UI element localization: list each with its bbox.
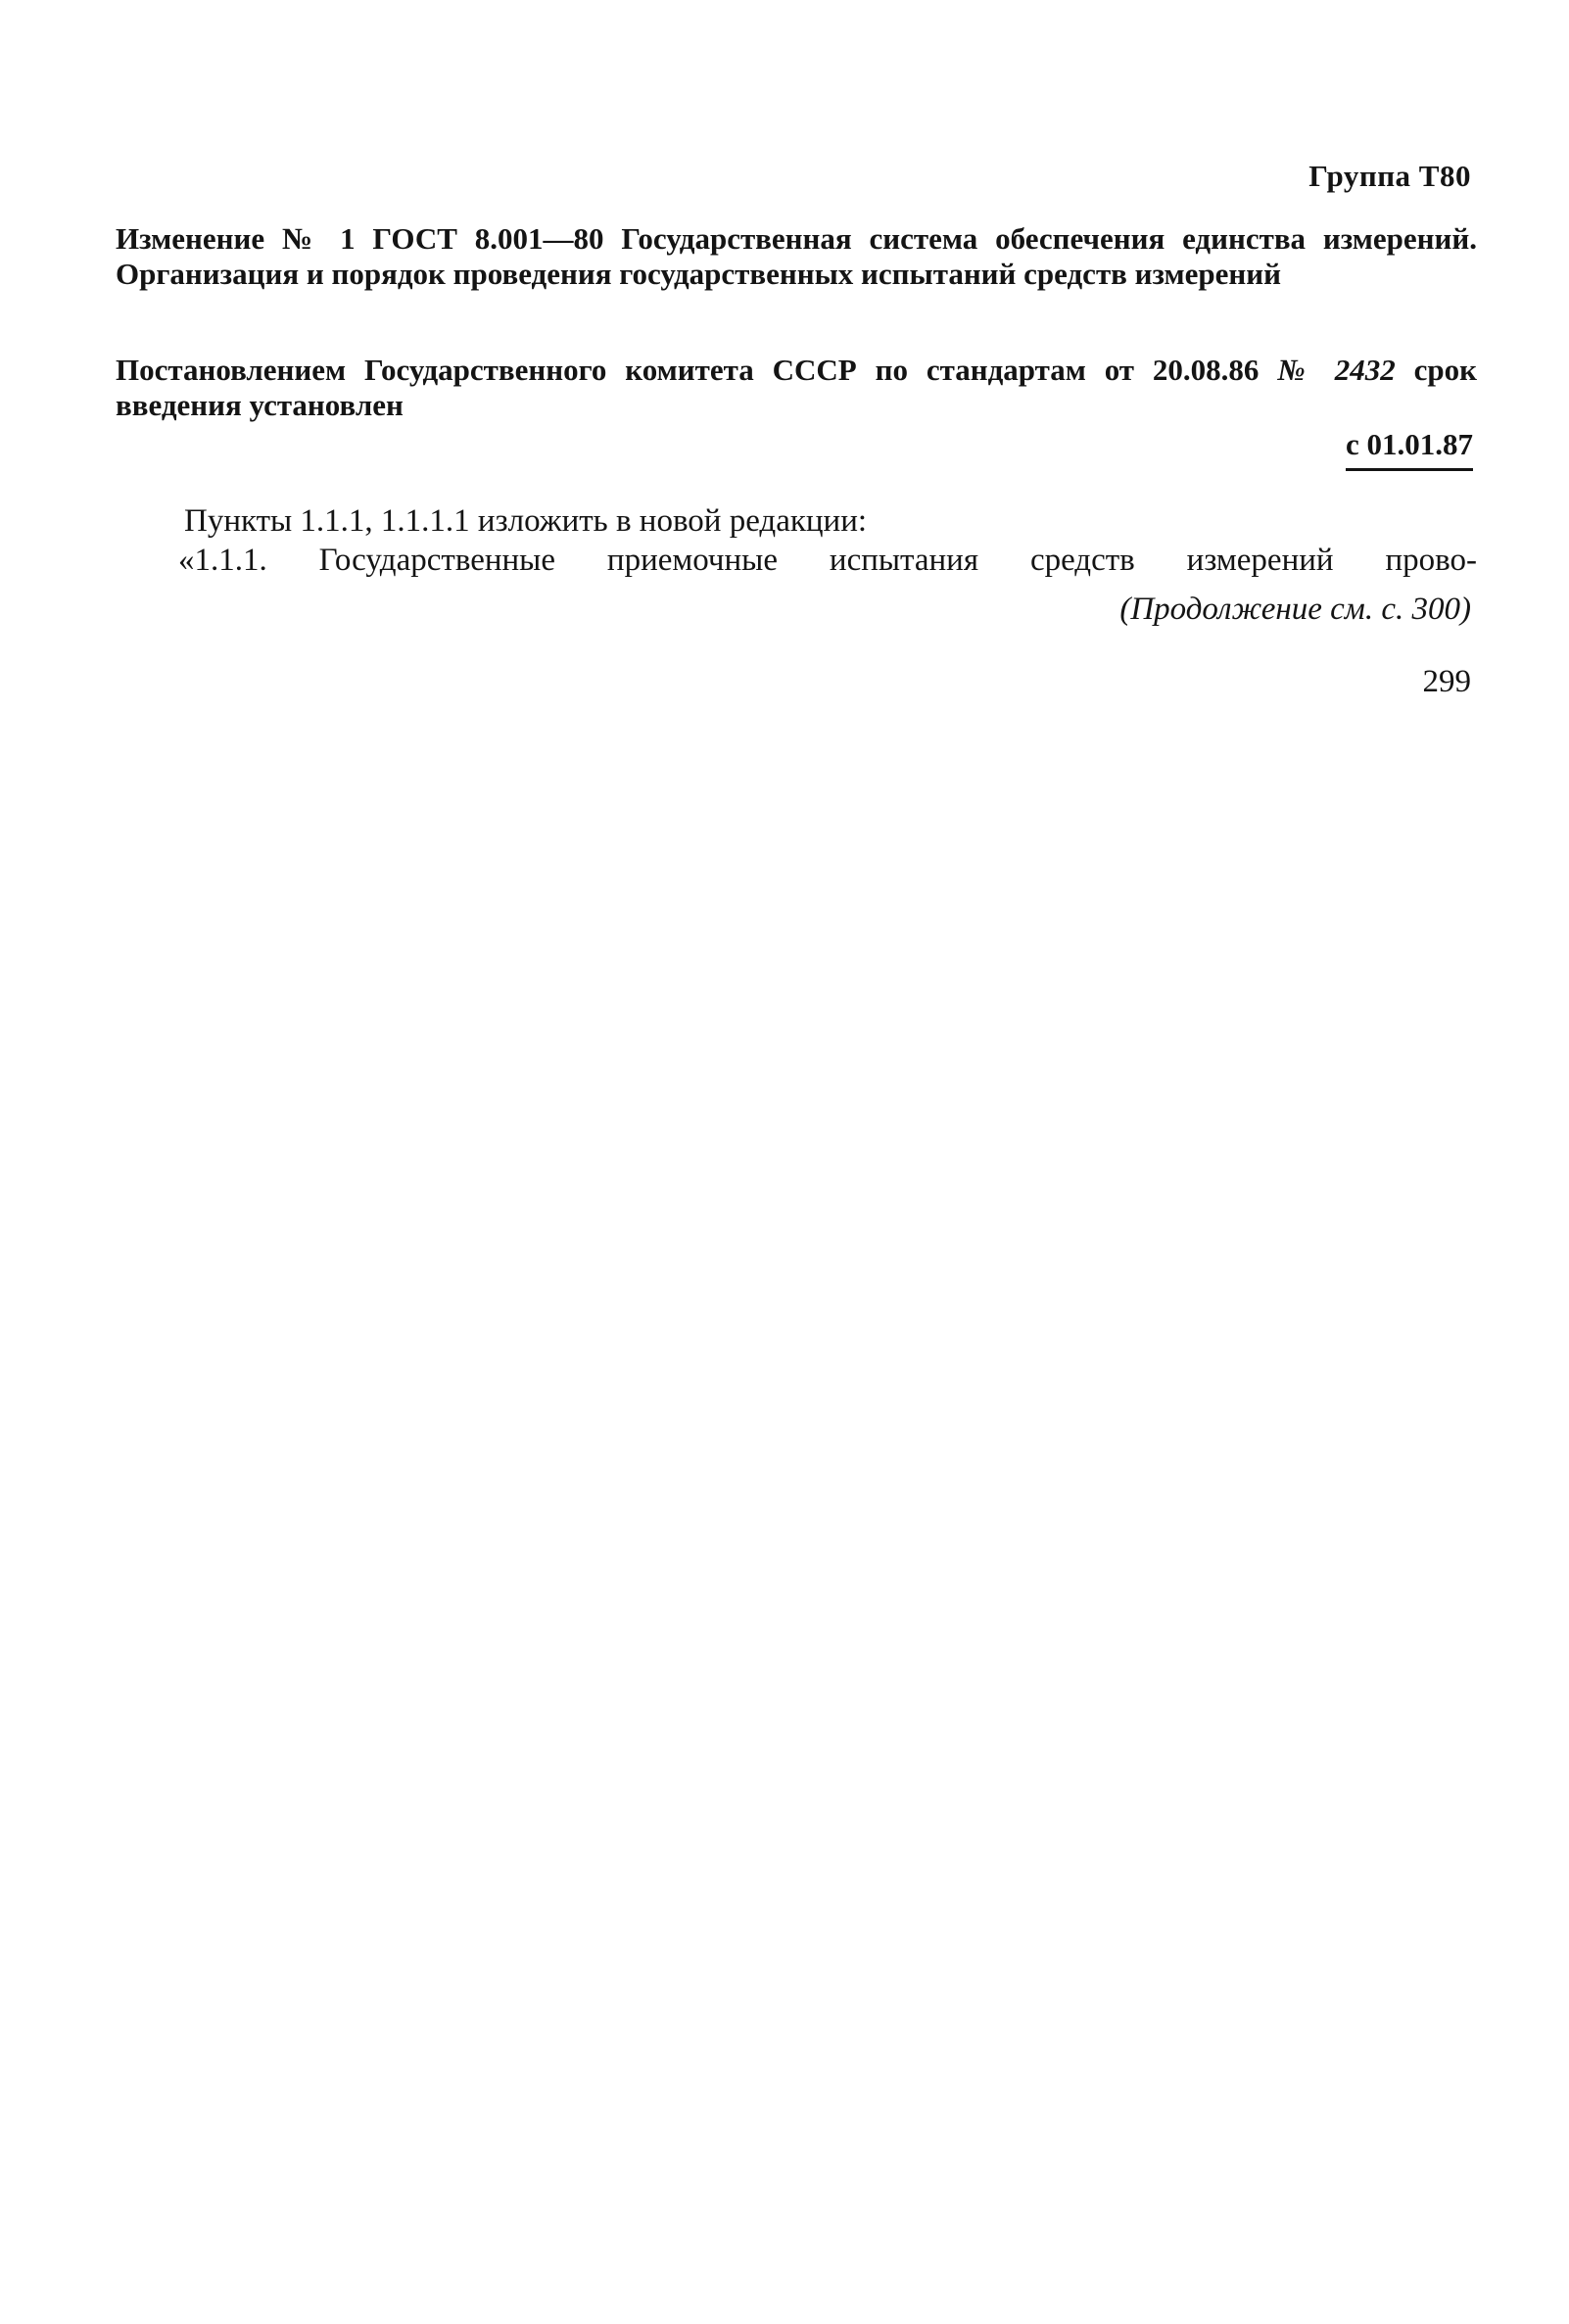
page-number: 299 <box>1422 664 1471 699</box>
resolution-number: № 2432 <box>1277 353 1396 387</box>
continuation-note: (Продолжение см. с. 300) <box>1119 592 1471 627</box>
amendment-title: Изменение № 1 ГОСТ 8.001—80 Государственная система обеспечения единства измерений. Организация и порядок проведения государственных испытаний средств измерений <box>116 221 1477 291</box>
group-code: Группа Т80 <box>1308 159 1471 193</box>
body-paragraph-1: Пункты 1.1.1, 1.1.1.1 изложить в новой редакции: <box>184 503 868 539</box>
resolution-text-end: срок введения установлен <box>116 353 1477 422</box>
body-paragraph-2: «1.1.1. Государственные приемочные испытания средств измерений прово- <box>178 543 1477 578</box>
resolution-text-start: Постановлением Государственного комитета СССР по стандартам от 20.08.86 <box>116 353 1278 387</box>
resolution-text <box>116 353 1477 423</box>
effective-date: с 01.01.87 <box>1346 427 1473 471</box>
